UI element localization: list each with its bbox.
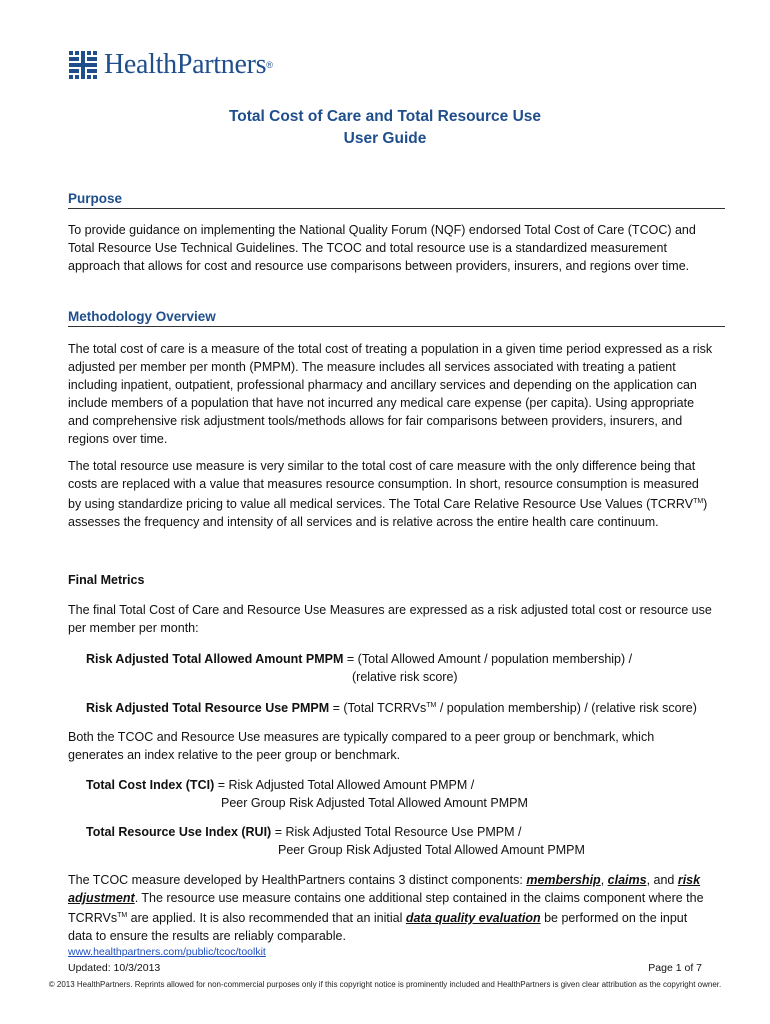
- components-text: . The resource use measure contains one additional step contained in the claims component where the TCRRVs: [68, 891, 704, 926]
- footer-updated-date: Updated: 10/3/2013: [68, 962, 161, 974]
- logo-registered-mark: ®: [266, 60, 273, 70]
- formula-text: = (Total Allowed Amount / population membership) /: [343, 652, 633, 666]
- components-text: are applied. It is also recommended that an initial: [127, 911, 406, 926]
- subheading-final-metrics: Final Metrics: [68, 573, 145, 587]
- document-subtitle: User Guide: [343, 130, 427, 147]
- trademark-mark: TM: [693, 498, 704, 505]
- formula-text: / population membership) / (relative risk score): [436, 701, 697, 716]
- para2-text-b: ) assesses the frequency and intensity of all services and is relative across the entire health care continuum.: [68, 497, 708, 530]
- risk-adjustment-link[interactable]: risk adjustment: [68, 873, 701, 905]
- formula-continuation: Peer Group Risk Adjusted Total Allowed Amount PMPM: [278, 843, 585, 857]
- formula-continuation: (relative risk score): [352, 670, 458, 684]
- formula-total-cost-index: [86, 776, 474, 794]
- formula-label: Risk Adjusted Total Resource Use PMPM: [86, 701, 330, 716]
- formula-resource-use-index: [86, 823, 521, 841]
- section-heading-purpose: Purpose: [68, 191, 725, 209]
- para2-text-a: The total resource use measure is very similar to the total cost of care measure with the only difference being that costs are replaced with a value that measures resource consumption. In short, resource consumption is measured by using standardize pricing to value all medical services. The Total Care Relative Resource Use Values (TCRRV: [68, 459, 699, 512]
- formula-continuation: Peer Group Risk Adjusted Total Allowed Amount PMPM: [221, 796, 528, 810]
- trademark-mark: TM: [117, 912, 128, 919]
- footer-toolkit-link[interactable]: www.healthpartners.com/public/tcoc/toolkit: [68, 946, 266, 958]
- components-paragraph: [68, 871, 713, 945]
- components-text: , and: [646, 873, 678, 887]
- methodology-paragraph-2: [68, 457, 713, 531]
- copyright-notice: © 2013 HealthPartners. Reprints allowed for non-commercial purposes only if this copyright notice is prominently included and HealthPartners is given clear attribution as the copyright owner.: [48, 980, 722, 989]
- components-text: The TCOC measure developed by HealthPartners contains 3 distinct components:: [68, 873, 527, 887]
- logo-text: HealthPartners: [104, 49, 267, 80]
- healthpartners-logo: [68, 48, 273, 82]
- footer-page-number: Page 1 of 7: [648, 962, 702, 974]
- components-text: be performed on the input data to ensure the results are reliably comparable.: [68, 911, 688, 944]
- final-metrics-intro: The final Total Cost of Care and Resource Use Measures are expressed as a risk adjusted total cost or resource use per member per month:: [68, 603, 712, 635]
- formula-label: Risk Adjusted Total Allowed Amount PMPM: [86, 652, 344, 666]
- formula-label: Total Resource Use Index (RUI): [86, 825, 272, 839]
- methodology-paragraph-1: The total cost of care is a measure of the total cost of treating a population in a given time period expressed as a risk adjusted per member per month (PMPM). The measure includes all services associated with treating a patient including inpatient, outpatient, professional pharmacy and ancillary services and depending on the application can include members of a population that have not incurred any medical care expense (per capita). Using appropriate and comprehensive risk adjustment tools/methods allows for fair comparisons between providers, insurers, and regions over time.: [68, 342, 713, 446]
- data-quality-evaluation-link[interactable]: data quality evaluation: [405, 911, 541, 926]
- purpose-paragraph: To provide guidance on implementing the National Quality Forum (NQF) endorsed Total Cost of Care (TCOC) and Total Resource Use Technical Guidelines. The TCOC and total resource use is a standardized measurement approach that allows for cost and resource use comparisons between providers, insurers, and regions over time.: [68, 223, 696, 273]
- formula-risk-adjusted-resource: [86, 697, 697, 717]
- benchmark-paragraph: Both the TCOC and Resource Use measures are typically compared to a peer group or benchmark, which generates an index relative to the peer group or benchmark.: [68, 730, 655, 762]
- formula-text: = Risk Adjusted Total Resource Use PMPM /: [271, 825, 522, 839]
- document-title: Total Cost of Care and Total Resource Use: [228, 108, 542, 125]
- trademark-mark: TM: [426, 702, 437, 709]
- formula-text: = (Total TCRRVs: [329, 701, 427, 716]
- section-heading-methodology: Methodology Overview: [68, 309, 725, 327]
- formula-risk-adjusted-allowed: [86, 650, 632, 668]
- healthpartners-logo-icon: [68, 50, 98, 80]
- formula-label: Total Cost Index (TCI): [86, 778, 215, 792]
- components-text: ,: [600, 873, 608, 887]
- formula-text: = Risk Adjusted Total Allowed Amount PMPM /: [214, 778, 475, 792]
- membership-link[interactable]: membership: [526, 873, 601, 887]
- claims-link[interactable]: claims: [607, 873, 647, 887]
